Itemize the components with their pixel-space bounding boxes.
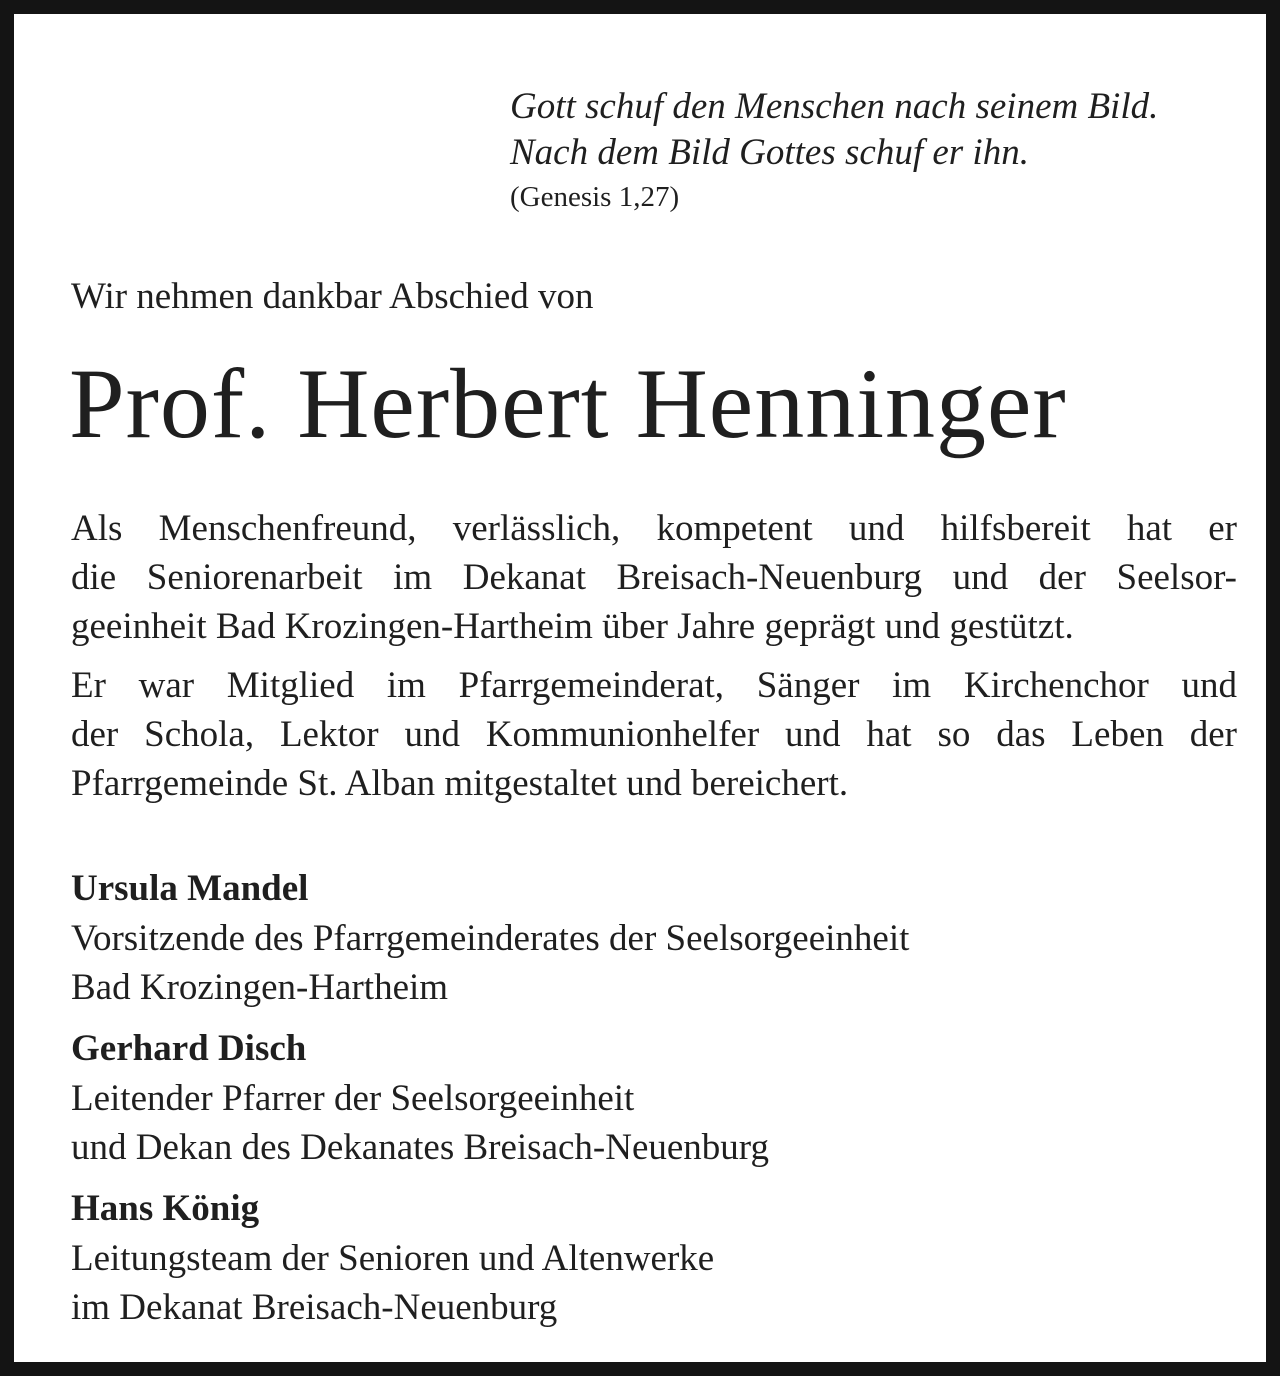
signer: [71, 1184, 1237, 1332]
paragraph-line: der Schola, Lektor und Kommunionhelfer und hat so das Leben der: [71, 714, 1237, 755]
intro-text: Wir nehmen dankbar Abschied von: [71, 276, 594, 317]
paragraph-line: Pfarrgemeinde St. Alban mitgestaltet und bereichert.: [71, 763, 849, 804]
tribute-paragraph-1: [71, 504, 1237, 651]
tribute-paragraph-2: [71, 661, 1237, 808]
signer-role-line: Leitender Pfarrer der Seelsorgeeinheit: [71, 1078, 635, 1119]
signer: [71, 864, 1237, 1012]
signer-name: Ursula Mandel: [71, 868, 309, 909]
signers-list: [71, 864, 1237, 1344]
paragraph-line: die Seniorenarbeit im Dekanat Breisach-Neuenburg und der Seelsor-: [71, 557, 1237, 598]
deceased-name: Prof. Herbert Henninger: [69, 348, 1067, 459]
signer-role-line: im Dekanat Breisach-Neuenburg: [71, 1287, 558, 1328]
signer-role-line: Leitungsteam der Senioren und Altenwerke: [71, 1238, 715, 1279]
verse-line-2: Nach dem Bild Gottes schuf er ihn.: [510, 132, 1029, 173]
signer: [71, 1024, 1237, 1172]
paragraph-line: Er war Mitglied im Pfarrgemeinderat, Sänger im Kirchenchor und: [71, 665, 1237, 706]
signer-name: Hans König: [71, 1188, 260, 1229]
verse-line-1: Gott schuf den Menschen nach seinem Bild.: [510, 86, 1159, 127]
verse-source: (Genesis 1,27): [510, 181, 680, 213]
paragraph-line: Als Menschenfreund, verlässlich, kompetent und hilfsbereit hat er: [71, 508, 1237, 549]
paragraph-line: geeinheit Bad Krozingen-Hartheim über Jahre geprägt und gestützt.: [71, 606, 1074, 647]
bible-verse: [510, 84, 1250, 218]
signer-name: Gerhard Disch: [71, 1028, 307, 1069]
signer-role-line: Vorsitzende des Pfarrgemeinderates der Seelsorgeeinheit: [71, 918, 910, 959]
signer-role-line: Bad Krozingen-Hartheim: [71, 967, 449, 1008]
signer-role-line: und Dekan des Dekanates Breisach-Neuenburg: [71, 1127, 769, 1168]
